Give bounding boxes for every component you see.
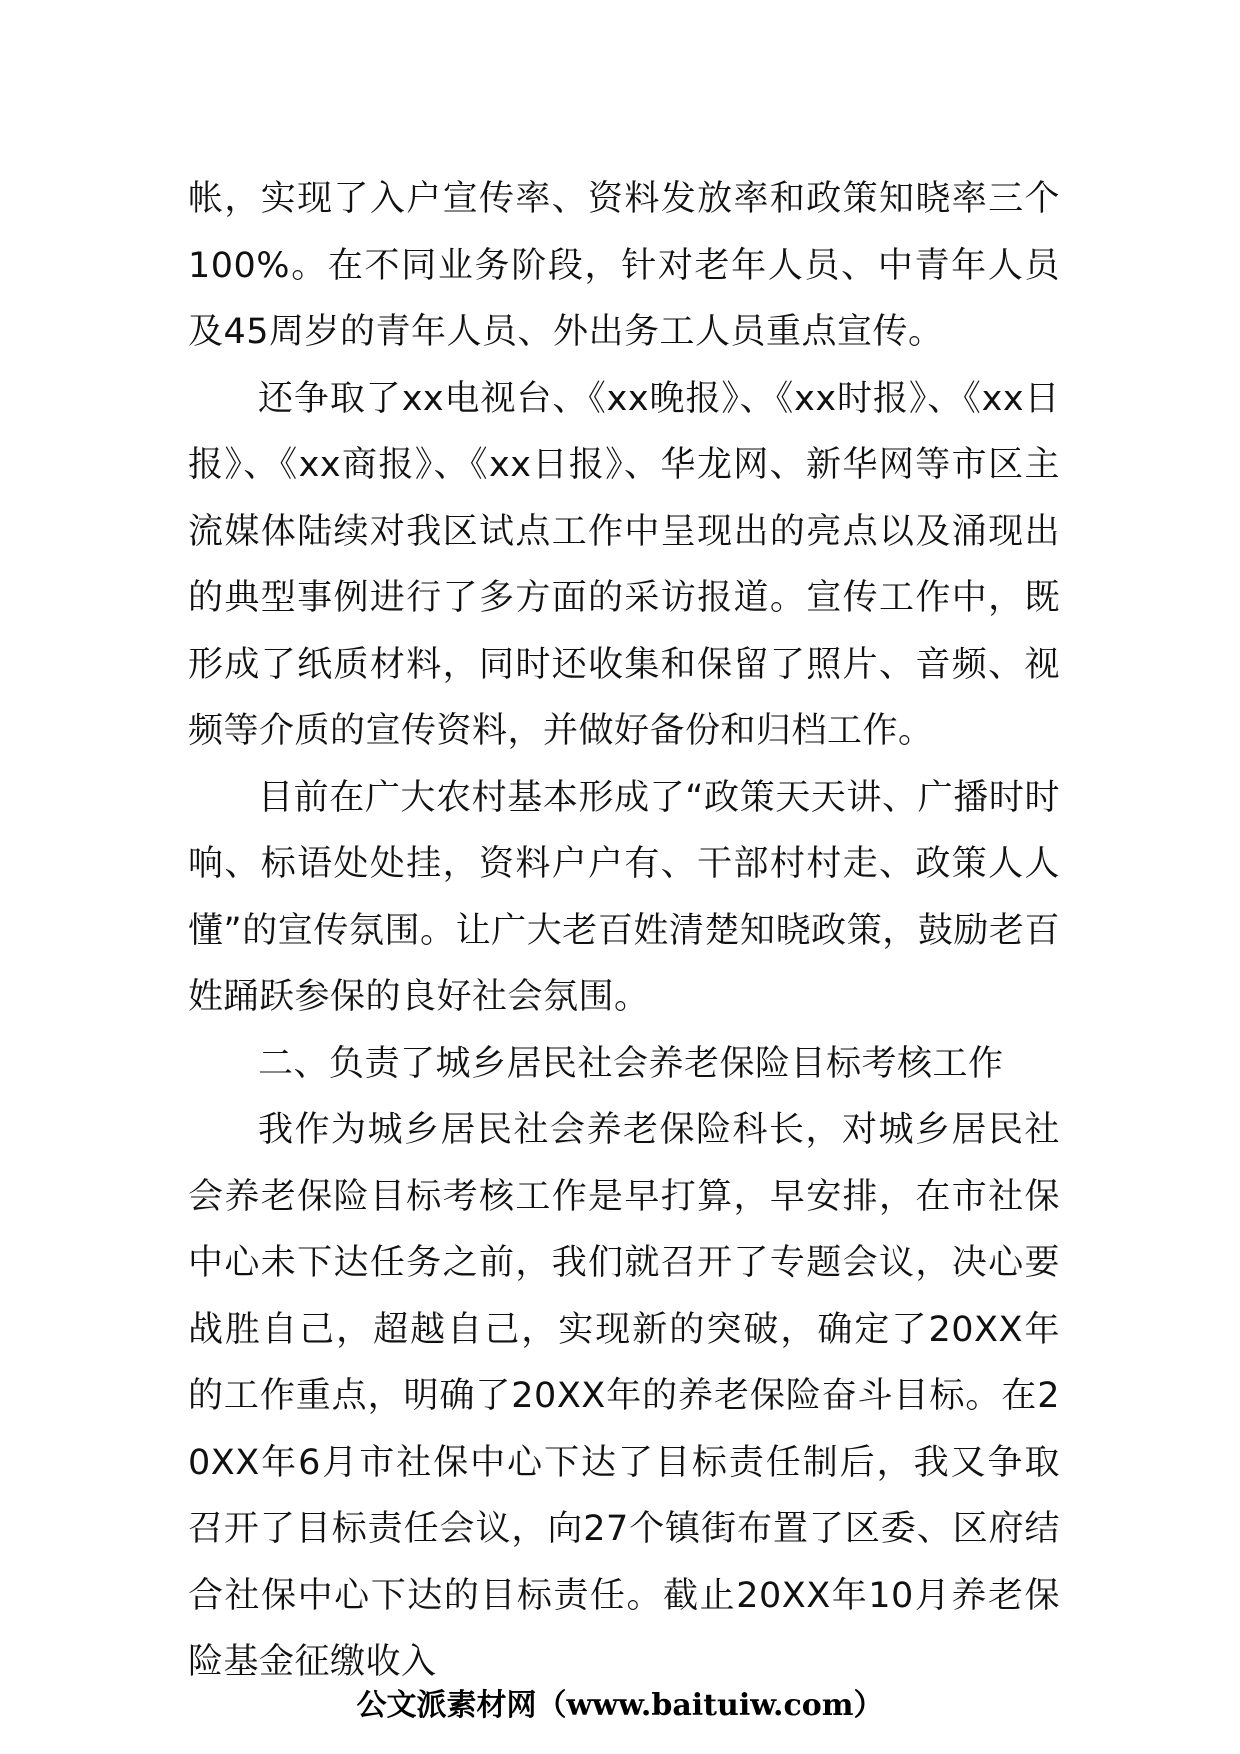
footer-watermark: 公文派素材网（www.baituiw.com） bbox=[356, 1688, 884, 1723]
section-heading: 二、负责了城乡居民社会养老保险目标考核工作 bbox=[258, 1043, 1004, 1084]
paragraph-target-assessment: 我作为城乡居民社会养老保险科长，对城乡居民社会养老保险目标考核工作是早打算，早安排，在市社保中心未下达任务之前，我们就召开了专题会议，决心要战胜自己，超越自己，实现新的突破，确定了20XX年的工作重点，明确了20XX年的养老保险奋斗目标。在20XX年6月市社保中心下达了目标责任制后，我又争取召开了目标责任会议，向27个镇街布置了区委、区府结合社保中心下达的目标责任。截止20XX年10月养老保险基金征缴收入 bbox=[188, 1110, 1060, 1682]
paragraph-media-coverage: 还争取了xx电视台、《xx晚报》、《xx时报》、《xx日报》、《xx商报》、《xx日报》、华龙网、新华网等市区主流媒体陆续对我区试点工作中呈现出的亮点以及涌现出的典型事例进行了多方面的采访报道。宣传工作中，既形成了纸质材料，同时还收集和保留了照片、音频、视频等介质的宣传资料，并做好备份和归档工作。 bbox=[188, 378, 1060, 751]
paragraph-publicity-atmosphere: 目前在广大农村基本形成了“政策天天讲、广播时时响、标语处处挂，资料户户有、干部村村走、政策人人懂”的宣传氛围。让广大老百姓清楚知晓政策，鼓励老百姓踊跃参保的良好社会氛围。 bbox=[188, 777, 1060, 1017]
document-body bbox=[188, 166, 1060, 1696]
paragraph-continuation: 帐，实现了入户宣传率、资料发放率和政策知晓率三个100%。在不同业务阶段，针对老年人员、中青年人员及45周岁的青年人员、外出务工人员重点宣传。 bbox=[188, 179, 1060, 352]
